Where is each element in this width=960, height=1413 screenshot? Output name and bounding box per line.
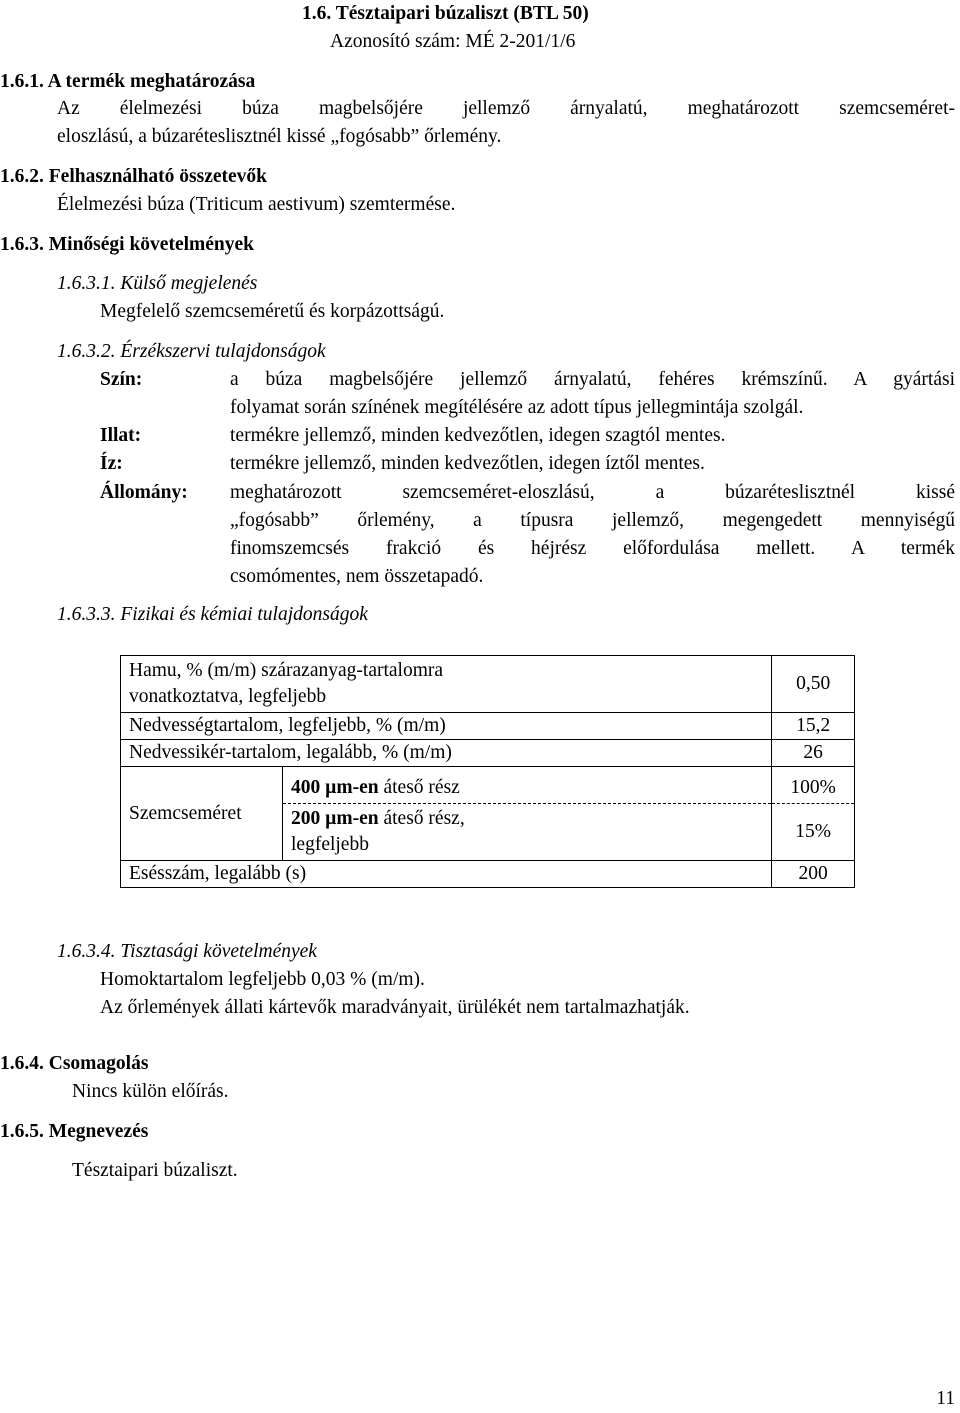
table-row: [121, 861, 855, 888]
table-row: [121, 713, 855, 740]
section-heading-1-6-3: 1.6.3. Minőségi követelmények: [0, 234, 255, 255]
szin-text: folyamat során színének megítélésére az adott típus jellegmintája szolgál.: [230, 397, 804, 418]
illat-label: Illat:: [100, 425, 142, 446]
siker-value: 26: [772, 740, 855, 767]
szemcse-400-bold: 400 µm-en: [291, 777, 379, 798]
section-heading-1-6-2: 1.6.2. Felhasználható összetevők: [0, 166, 268, 187]
hamu-value: 0,50: [772, 656, 855, 713]
section-heading-1-6-5: 1.6.5. Megnevezés: [0, 1121, 149, 1142]
document-title: 1.6. Tésztaipari búzaliszt (BTL 50): [302, 3, 589, 24]
subsection-heading-1-6-3-3: 1.6.3.3. Fizikai és kémiai tulajdonságok: [57, 604, 368, 625]
table-cell-label: [121, 656, 772, 713]
paragraph-line: Megfelelő szemcseméretű és korpázottságú.: [100, 301, 445, 322]
szin-text: a búza magbelsőjére jellemző árnyalatú, fehéres krémszínű. A gyártási: [230, 369, 955, 390]
szemcse-400-rest: áteső rész: [378, 777, 460, 798]
subsection-heading-1-6-3-1: 1.6.3.1. Külső megjelenés: [57, 273, 258, 294]
subsection-heading-1-6-3-2: 1.6.3.2. Érzékszervi tulajdonságok: [57, 341, 326, 362]
allomany-text: „fogósabb” őrlemény, a típusra jellemző, megengedett mennyiségű: [230, 510, 955, 531]
szemcse-200-bold: 200 µm-en: [291, 808, 379, 829]
iz-label: Íz:: [100, 453, 123, 474]
szemcse-200-rest: áteső rész,: [378, 808, 465, 829]
section-heading-1-6-1: 1.6.1. A termék meghatározása: [0, 71, 256, 92]
esesszam-label: Esésszám, legalább (s): [121, 861, 772, 888]
paragraph-line: Az őrlemények állati kártevők maradványait, ürülékét nem tartalmazhatják.: [100, 997, 690, 1018]
iz-text: termékre jellemző, minden kedvezőtlen, idegen íztől mentes.: [230, 453, 705, 474]
szin-label: Szín:: [100, 369, 143, 390]
szemcse-200-value: 15%: [772, 804, 855, 861]
subsection-heading-1-6-3-4: 1.6.3.4. Tisztasági követelmények: [57, 941, 317, 962]
szemcsemeret-label: Szemcseméret: [121, 767, 283, 861]
page-number: 11: [936, 1388, 955, 1409]
paragraph-line: eloszlású, a búzaréteslisztnél kissé „fogósabb” őrlemény.: [57, 126, 502, 147]
properties-table: [120, 655, 855, 888]
allomany-label: Állomány:: [100, 482, 188, 503]
paragraph-line: Homoktartalom legfeljebb 0,03 % (m/m).: [100, 969, 425, 990]
paragraph-line: Élelmezési búza (Triticum aestivum) szemtermése.: [57, 194, 456, 215]
allomany-text: csomómentes, nem összetapadó.: [230, 566, 484, 587]
siker-label: Nedvessikér-tartalom, legalább, % (m/m): [121, 740, 772, 767]
nedvesseg-value: 15,2: [772, 713, 855, 740]
allomany-text: finomszemcsés frakció és héjrész előfordulása mellett. A termék: [230, 538, 955, 559]
document-id: Azonosító szám: MÉ 2-201/1/6: [330, 31, 576, 52]
szemcse-200-line2: legfeljebb: [291, 834, 369, 855]
hamu-label-line1: Hamu, % (m/m) szárazanyag-tartalomra: [129, 660, 444, 681]
nedvesseg-label: Nedvességtartalom, legfeljebb, % (m/m): [121, 713, 772, 740]
esesszam-value: 200: [772, 861, 855, 888]
paragraph-line: Nincs külön előírás.: [72, 1081, 229, 1102]
table-row: [121, 740, 855, 767]
paragraph-line: Az élelmezési búza magbelsőjére jellemző árnyalatú, meghatározott szemcseméret-: [57, 98, 955, 119]
szemcse-200-cell: [283, 804, 772, 861]
table-row: [121, 767, 855, 804]
table-row: [121, 656, 855, 713]
allomany-text: meghatározott szemcseméret-eloszlású, a búzaréteslisztnél kissé: [230, 482, 955, 503]
szemcse-400-cell: [283, 767, 772, 804]
hamu-label-line2: vonatkoztatva, legfeljebb: [129, 686, 327, 707]
szemcse-400-value: 100%: [772, 767, 855, 804]
section-heading-1-6-4: 1.6.4. Csomagolás: [0, 1053, 149, 1074]
illat-text: termékre jellemző, minden kedvezőtlen, idegen szagtól mentes.: [230, 425, 726, 446]
paragraph-line: Tésztaipari búzaliszt.: [72, 1160, 238, 1181]
